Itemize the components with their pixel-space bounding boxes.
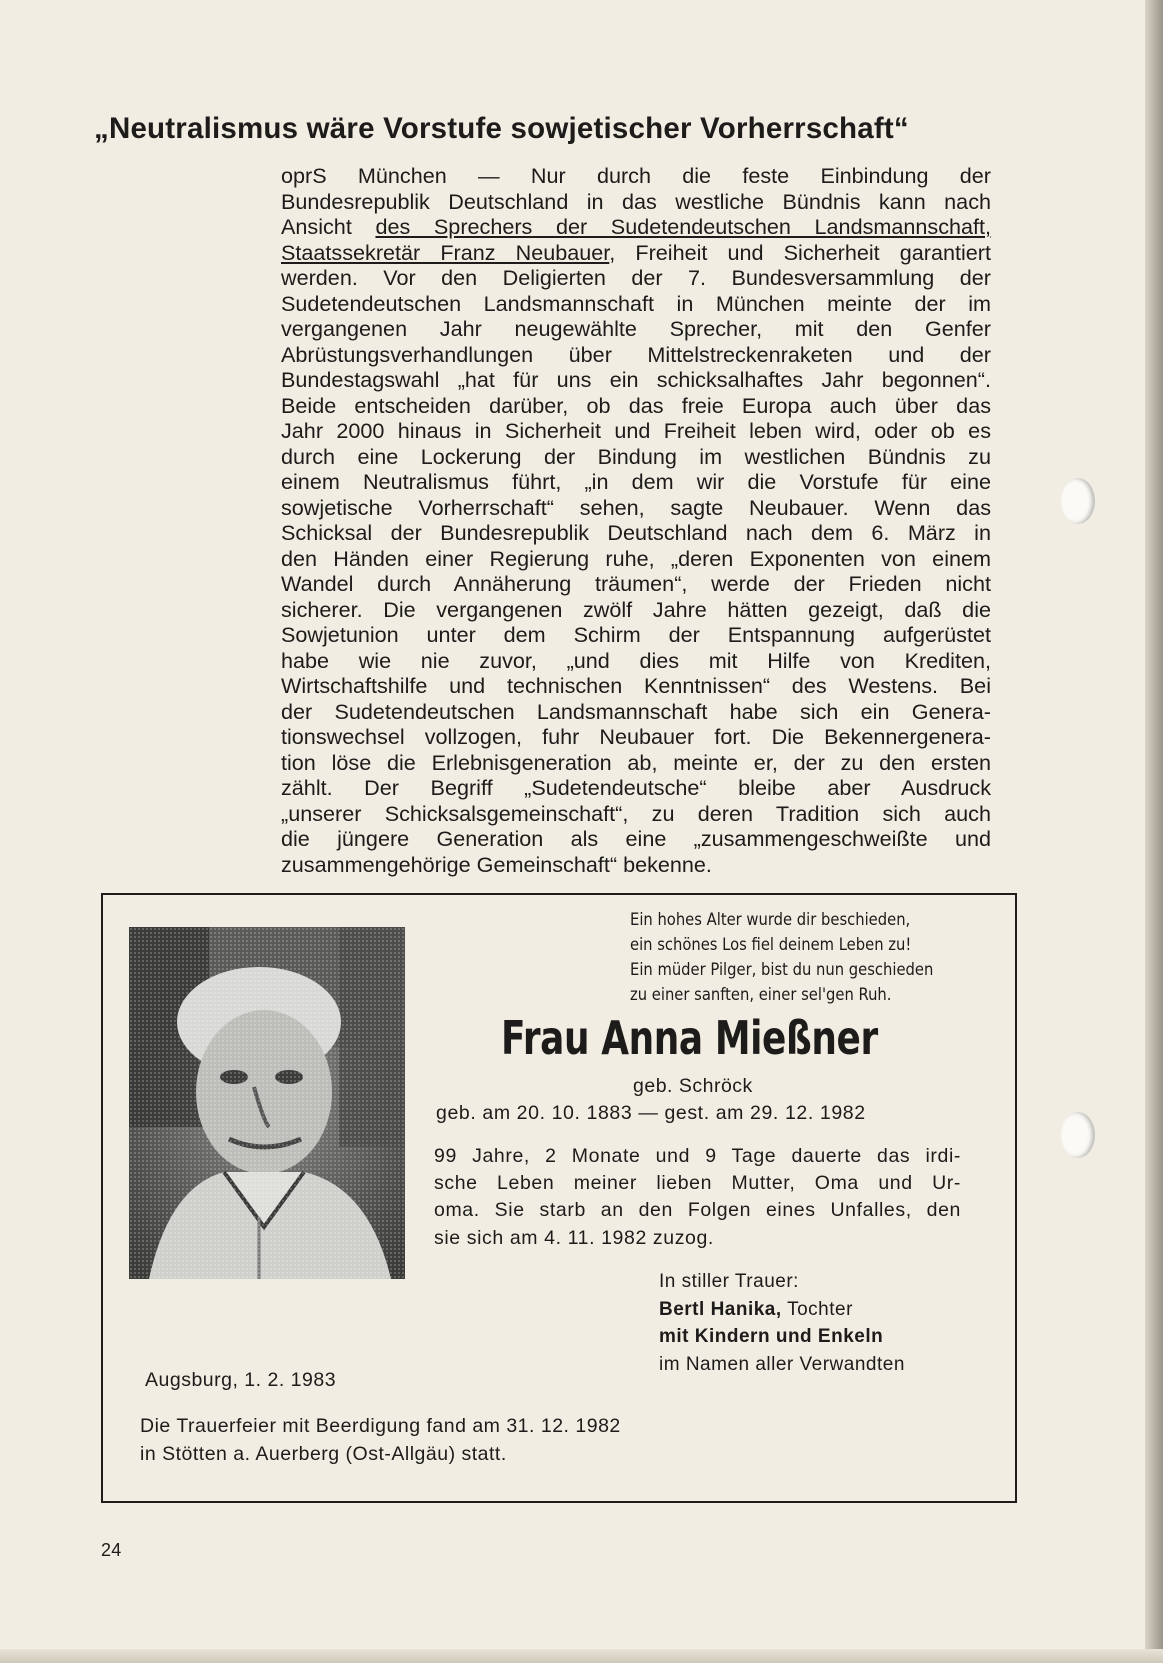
article-line: sicherer. Die vergangenen zwölf Jahre hätten gezeigt, daß die: [281, 596, 991, 622]
poem-line: zu einer sanften, einer sel'gen Ruh.: [630, 985, 892, 1004]
article-line: Bundestagswahl „hat für uns ein schicksalhaftes Jahr begonnen“.: [281, 367, 991, 392]
birth-name: geb. Schröck: [633, 1075, 753, 1097]
funeral-info: [140, 1413, 780, 1468]
page-edge: [1145, 0, 1163, 1663]
article-line: zusammengehörige Gemeinschaft“ bekenne.: [281, 851, 712, 877]
mourners-relatives: im Namen aller Verwandten: [659, 1353, 905, 1375]
place-and-date: Augsburg, 1. 2. 1983: [145, 1369, 337, 1391]
mourner-line: [659, 1296, 999, 1324]
mourner-relation: Tochter: [781, 1298, 853, 1320]
mourners-family-text: mit Kindern und Enkeln: [659, 1326, 884, 1347]
article-line: „unserer Schicksalsgemeinschaft“, zu deren Tradition sich auch: [281, 800, 991, 826]
article-line-underlined: [281, 214, 991, 265]
obituary-line: sie sich am 4. 11. 1982 zuzog.: [434, 1226, 714, 1249]
article-headline: „Neutralismus wäre Vorstufe sowjetischer Vorherrschaft“: [94, 112, 909, 145]
deceased-name: Frau Anna Mießner: [501, 1011, 878, 1065]
article-line: Schicksal der Bundesrepublik Deutschland nach dem 6. März in: [281, 520, 991, 545]
article-line: werden. Vor den Deligierten der 7. Bundesversammlung der: [281, 265, 991, 290]
article-line: Sowjetunion unter dem Schirm der Entspannung aufgerüstet: [281, 622, 991, 647]
article-line: vergangenen Jahr neugewählte Sprecher, mit den Genfer: [281, 316, 991, 341]
article-line: einem Neutralismus führt, „in dem wir die Vorstufe für eine: [281, 469, 991, 494]
article-line: die jüngere Generation als eine „zusammengeschweißte und: [281, 826, 991, 851]
mourner-name: Bertl Hanika,: [659, 1298, 782, 1320]
page-number: 24: [101, 1540, 122, 1560]
portrait-photo: [129, 927, 405, 1279]
article-body: [281, 163, 991, 877]
mourners-family: [659, 1323, 999, 1351]
poem-line: Ein müder Pilger, bist du nun geschieden: [630, 960, 934, 979]
article-line: durch eine Lockerung der Bindung im westlichen Bündnis zu: [281, 443, 991, 469]
article-line: Jahr 2000 hinaus in Sicherheit und Freiheit leben wird, oder ob es: [281, 418, 991, 443]
funeral-line: in Stötten a. Auerberg (Ost-Allgäu) statt.: [140, 1442, 507, 1465]
article-line: zählt. Der Begriff „Sudetendeutsche“ bleibe aber Ausdruck: [281, 775, 991, 800]
article-line: der Sudetendeutschen Landsmannschaft habe sich ein Genera-: [281, 698, 991, 724]
article-line: tionswechsel vollzogen, fuhr Neubauer fort. Die Bekennergenera-: [281, 724, 991, 749]
article-line: den Händen einer Regierung ruhe, „deren Exponenten von einem: [281, 545, 991, 571]
article-line: Ansicht des Sprechers der Sudetendeutschen Landsmannschaft,: [281, 214, 992, 239]
article-line: tion löse die Erlebnisgeneration ab, meinte er, der zu den ersten: [281, 749, 991, 775]
poem-line: Ein hohes Alter wurde dir beschieden,: [630, 910, 911, 929]
article-line: oprS München — Nur durch die feste Einbindung der: [281, 163, 991, 188]
article-paragraph: [281, 163, 991, 877]
punch-hole: [1061, 1112, 1095, 1158]
obituary-line: oma. Sie starb an den Folgen eines Unfalles, den: [434, 1199, 961, 1222]
mourners-block: [659, 1268, 999, 1378]
life-dates: geb. am 20. 10. 1883 — gest. am 29. 12. 1982: [436, 1102, 866, 1124]
article-line: Beide entscheiden darüber, ob das freie Europa auch über das: [281, 392, 991, 418]
poem-line: ein schönes Los fiel deinem Leben zu!: [630, 935, 912, 954]
article-line: Wirtschaftshilfe und technischen Kenntnissen“ des Westens. Bei: [281, 673, 991, 698]
mourning-intro: In stiller Trauer:: [659, 1271, 799, 1292]
memorial-poem: [630, 907, 972, 1007]
article-line: Staatssekretär Franz Neubauer, Freiheit und Sicherheit garantiert: [281, 239, 991, 265]
article-line: Abrüstungsverhandlungen über Mittelstreckenraketen und der: [281, 341, 991, 367]
obituary-line: sche Leben meiner lieben Mutter, Oma und Ur-: [434, 1172, 961, 1195]
obituary-notice: [101, 893, 1017, 1503]
article-line: habe wie nie zuvor, „und dies mit Hilfe von Krediten,: [281, 647, 991, 673]
article-line: sowjetische Vorherrschaft“ sehen, sagte Neubauer. Wenn das: [281, 494, 991, 520]
funeral-line: Die Trauerfeier mit Beerdigung fand am 31. 12. 1982: [140, 1415, 621, 1437]
obituary-text: [434, 1143, 961, 1252]
article-line: Bundesrepublik Deutschland in das westliche Bündnis kann nach: [281, 188, 991, 214]
obituary-line: 99 Jahre, 2 Monate und 9 Tage dauerte das irdi-: [434, 1145, 961, 1167]
article-line: Sudetendeutschen Landsmannschaft in München meinte der im: [281, 290, 991, 316]
punch-hole: [1061, 478, 1095, 524]
article-line: Wandel durch Annäherung träumen“, werde der Frieden nicht: [281, 571, 991, 596]
page-bottom-edge: [0, 1649, 1163, 1663]
